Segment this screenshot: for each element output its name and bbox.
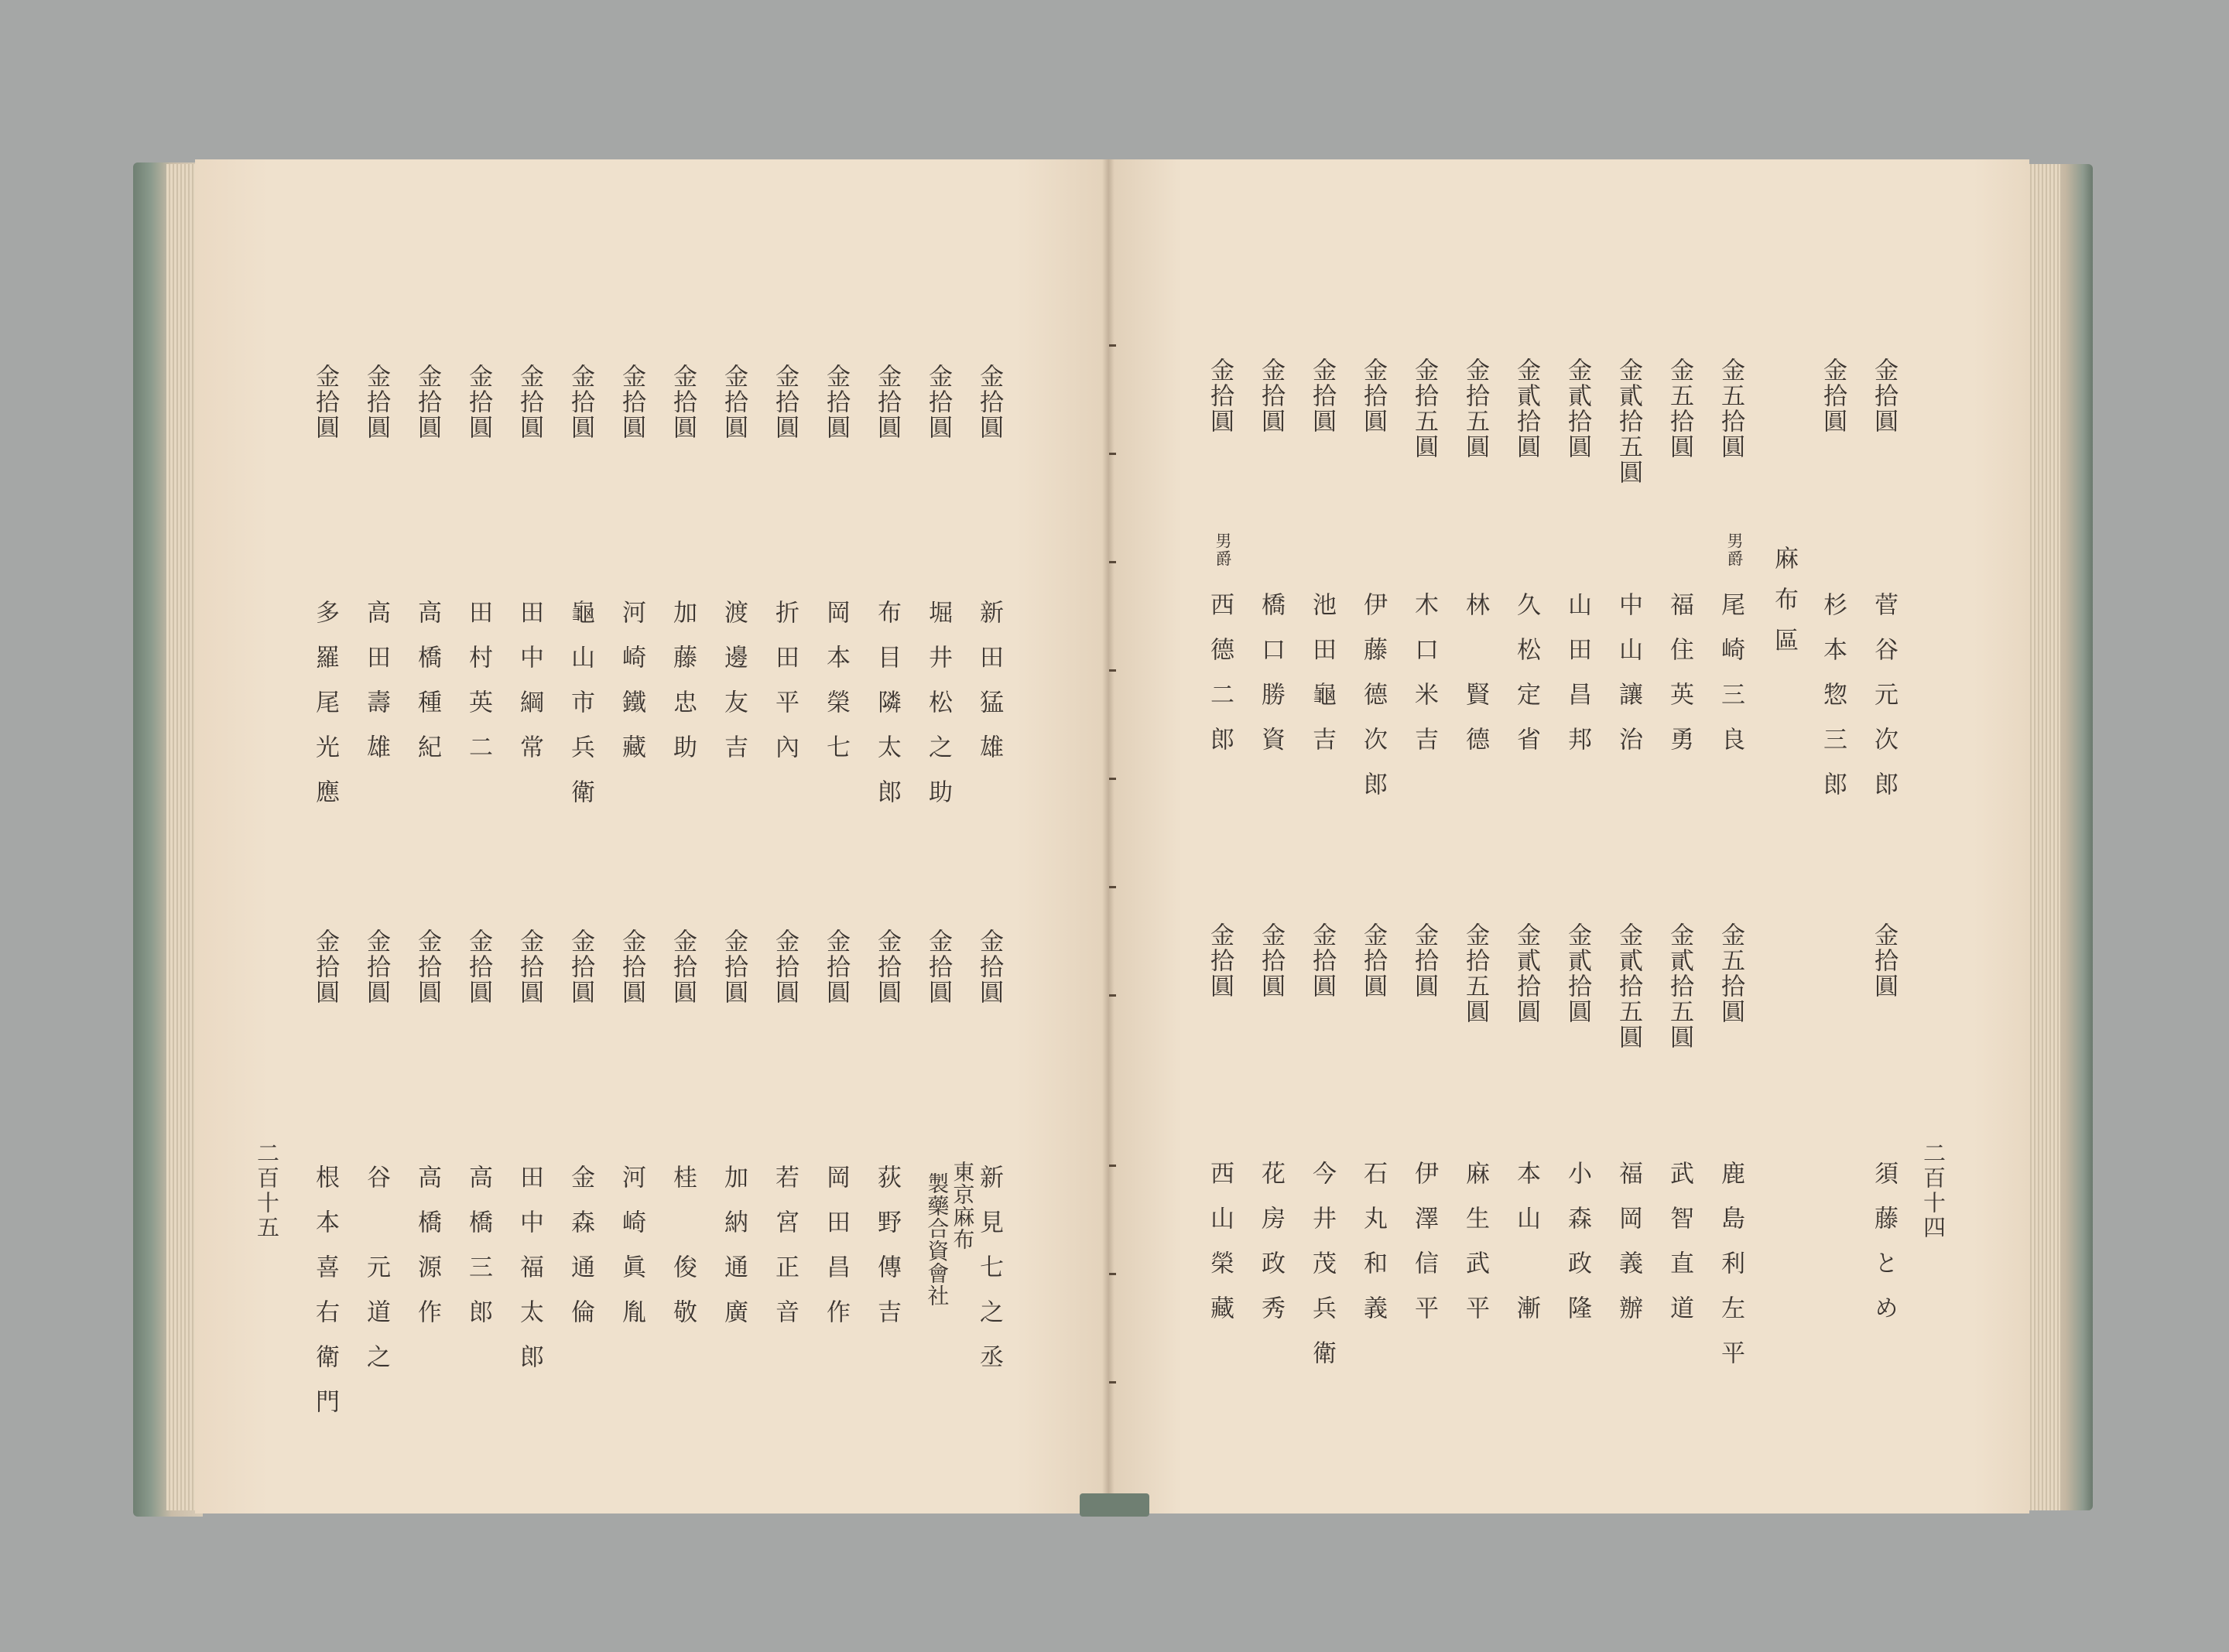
donation-amount: 金五拾圓 (1717, 357, 1745, 460)
donation-amount: 金拾圓 (413, 929, 441, 1005)
donation-amount: 金拾圓 (1257, 357, 1285, 434)
donor-name: 高橋種紀 (413, 600, 441, 779)
donation-amount: 金拾五圓 (1410, 357, 1438, 460)
binding-stitch (1109, 778, 1116, 780)
donor-name: 今井茂兵衛 (1308, 1161, 1336, 1385)
donor-name: 龜山市兵衛 (567, 600, 594, 824)
donor-name: 若宮正音 (771, 1165, 799, 1344)
donation-amount: 金拾五圓 (1461, 922, 1489, 1024)
donor-name: 荻野傳吉 (873, 1165, 901, 1344)
donor-name: 鹿島利左平 (1717, 1161, 1745, 1385)
donor-name: 中山讓治 (1614, 592, 1642, 771)
donation-amount: 金拾圓 (362, 364, 390, 440)
donation-amount: 金拾圓 (822, 364, 850, 440)
donor-name: 桂 俊敬 (669, 1165, 697, 1344)
company-name-line: 製藥合資會社 (924, 1172, 950, 1307)
peerage-title: 男爵 (1725, 532, 1744, 568)
donor-name: 田村英二 (464, 600, 492, 779)
donation-amount: 金拾圓 (1819, 357, 1847, 434)
binding-stitch (1109, 1273, 1116, 1275)
binding-stitch (1109, 669, 1116, 672)
donor-name: 金森通倫 (567, 1165, 594, 1344)
donor-name: 河崎鐵藏 (618, 600, 645, 779)
donation-amount: 金拾圓 (771, 364, 799, 440)
donor-name: 新見七之丞 (975, 1165, 1003, 1389)
donor-name: 根本喜右衛門 (311, 1165, 339, 1434)
donor-name: 橋口勝資 (1257, 592, 1285, 771)
donor-name: 福住英勇 (1666, 592, 1693, 771)
donor-name: 加納通廣 (720, 1165, 748, 1344)
donor-name: 尾崎三良 (1717, 592, 1745, 771)
donation-amount: 金拾圓 (567, 929, 594, 1005)
donor-name: 田中福太郎 (515, 1165, 543, 1389)
page-number-left: 二百十五 (254, 1141, 280, 1240)
spine-binding (1080, 1493, 1149, 1517)
donor-name: 池田龜吉 (1308, 592, 1336, 771)
donor-name: 堀井松之助 (924, 600, 952, 824)
donor-name: 多羅尾光應 (311, 600, 339, 824)
donation-amount: 金拾圓 (464, 364, 492, 440)
donor-name: 伊澤信平 (1410, 1161, 1438, 1340)
binding-stitch (1109, 1165, 1116, 1167)
donor-name: 岡田昌作 (822, 1165, 850, 1344)
ward-heading: 麻布區 (1770, 546, 1798, 669)
donation-amount: 金五拾圓 (1666, 357, 1693, 460)
donor-name: 谷 元道之 (362, 1165, 390, 1389)
donation-amount: 金拾圓 (362, 929, 390, 1005)
donation-amount: 金拾圓 (975, 364, 1003, 440)
donation-amount: 金拾圓 (311, 364, 339, 440)
binding-stitch (1109, 886, 1116, 888)
donation-amount: 金拾圓 (618, 929, 645, 1005)
donor-name: 加藤忠助 (669, 600, 697, 779)
donation-amount: 金拾圓 (1308, 357, 1336, 434)
donation-amount: 金貳拾圓 (1512, 357, 1540, 460)
donation-amount: 金貳拾圓 (1563, 357, 1591, 460)
donation-amount: 金拾圓 (567, 364, 594, 440)
donation-amount: 金拾圓 (311, 929, 339, 1005)
peerage-title: 男爵 (1214, 532, 1232, 568)
donor-name: 西山榮藏 (1206, 1161, 1234, 1340)
binding-stitch (1109, 1381, 1116, 1384)
donation-amount: 金拾圓 (669, 929, 697, 1005)
donor-name: 布目隣太郎 (873, 600, 901, 824)
donation-amount: 金拾圓 (515, 364, 543, 440)
donation-amount: 金拾圓 (1206, 357, 1234, 434)
donation-amount: 金五拾圓 (1717, 922, 1745, 1024)
donor-name: 石丸和義 (1359, 1161, 1387, 1340)
donation-amount: 金拾圓 (873, 364, 901, 440)
donation-amount: 金拾圓 (720, 929, 748, 1005)
donation-amount: 金拾圓 (1308, 922, 1336, 999)
donor-name: 田中綱常 (515, 600, 543, 779)
donor-name: 久松定省 (1512, 592, 1540, 771)
donation-amount: 金拾五圓 (1461, 357, 1489, 460)
donor-name: 岡本榮七 (822, 600, 850, 779)
donor-name: 折田平內 (771, 600, 799, 779)
donation-amount: 金拾圓 (669, 364, 697, 440)
donation-amount: 金拾圓 (1870, 922, 1898, 999)
donor-name: 麻生武平 (1461, 1161, 1489, 1340)
company-name-line: 東京麻布 (950, 1161, 976, 1250)
donor-name: 高橋源作 (413, 1165, 441, 1344)
donor-name: 伊藤德次郎 (1359, 592, 1387, 816)
binding-stitch (1109, 344, 1116, 347)
donation-amount: 金貳拾五圓 (1614, 922, 1642, 1050)
donor-name: 菅谷元次郎 (1870, 592, 1898, 816)
donation-amount: 金拾圓 (822, 929, 850, 1005)
donation-amount: 金拾圓 (975, 929, 1003, 1005)
donation-amount: 金拾圓 (618, 364, 645, 440)
donation-amount: 金拾圓 (771, 929, 799, 1005)
donation-amount: 金貳拾圓 (1512, 922, 1540, 1024)
donation-amount: 金貳拾五圓 (1614, 357, 1642, 485)
donation-amount: 金貳拾五圓 (1666, 922, 1693, 1050)
binding-stitch (1109, 994, 1116, 997)
donation-amount: 金拾圓 (464, 929, 492, 1005)
donor-name: 河崎眞胤 (618, 1165, 645, 1344)
binding-stitch (1109, 561, 1116, 563)
donor-name: 花房政秀 (1257, 1161, 1285, 1340)
donation-amount: 金拾圓 (413, 364, 441, 440)
donor-name: 新田猛雄 (975, 600, 1003, 779)
donor-name: 福岡義辦 (1614, 1161, 1642, 1340)
donation-amount: 金貳拾圓 (1563, 922, 1591, 1024)
donation-amount: 金拾圓 (1359, 357, 1387, 434)
donor-name: 須藤とめ (1870, 1161, 1898, 1340)
donor-name: 本山 漸 (1512, 1161, 1540, 1340)
page-number-right: 二百十四 (1920, 1141, 1947, 1240)
donation-amount: 金拾圓 (515, 929, 543, 1005)
donor-name: 武智直道 (1666, 1161, 1693, 1340)
donation-amount: 金拾圓 (1359, 922, 1387, 999)
donation-amount: 金拾圓 (1870, 357, 1898, 434)
donor-name: 小森政隆 (1563, 1161, 1591, 1340)
donation-amount: 金拾圓 (924, 364, 952, 440)
donation-amount: 金拾圓 (873, 929, 901, 1005)
donor-name: 渡邊友吉 (720, 600, 748, 779)
donor-name: 高橋三郎 (464, 1165, 492, 1344)
book-gutter (1102, 159, 1114, 1513)
donor-name: 木口米吉 (1410, 592, 1438, 771)
donor-name: 山田昌邦 (1563, 592, 1591, 771)
donor-name: 杉本惣三郎 (1819, 592, 1847, 816)
donor-name: 高田壽雄 (362, 600, 390, 779)
donation-amount: 金拾圓 (720, 364, 748, 440)
donor-name: 西德二郎 (1206, 592, 1234, 771)
donation-amount: 金拾圓 (1257, 922, 1285, 999)
binding-stitch (1109, 453, 1116, 455)
donation-amount: 金拾圓 (1410, 922, 1438, 999)
donation-amount: 金拾圓 (924, 929, 952, 1005)
donation-amount: 金拾圓 (1206, 922, 1234, 999)
donor-name: 林 賢德 (1461, 592, 1489, 771)
